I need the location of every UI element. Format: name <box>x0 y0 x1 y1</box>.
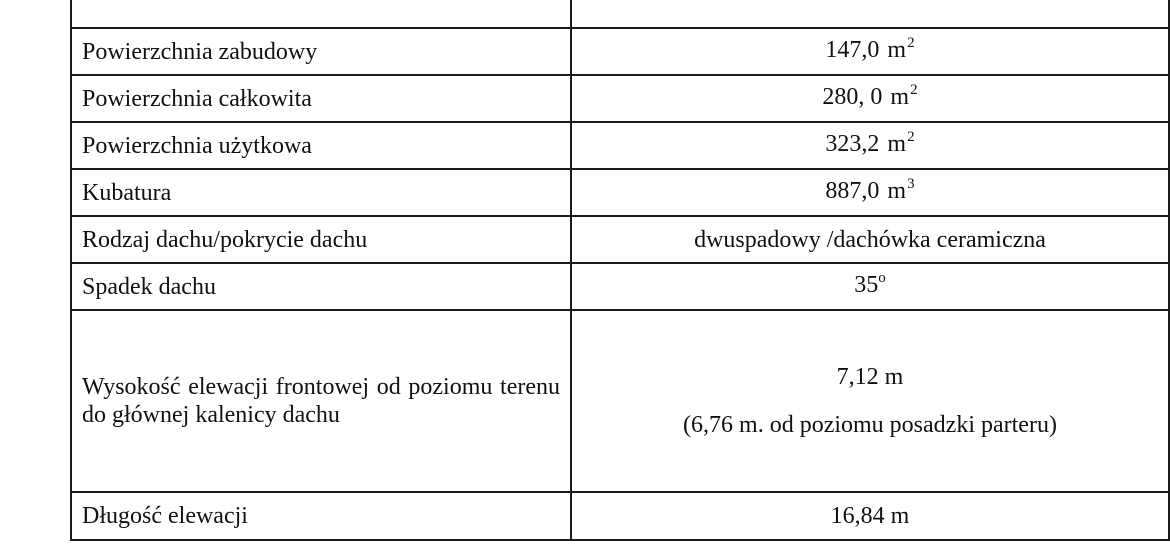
row-label: Kubatura <box>71 169 571 216</box>
row-value <box>571 169 1169 216</box>
table-row <box>71 310 1169 492</box>
table-row <box>71 28 1169 75</box>
table-row <box>71 263 1169 310</box>
table-row <box>71 216 1169 263</box>
row-label: Wysokość elewacji frontowej od poziomu terenu do głównej kalenicy dachu <box>71 310 571 492</box>
row-value <box>571 263 1169 310</box>
row-value <box>571 75 1169 122</box>
table-row <box>71 122 1169 169</box>
unit-exponent: 3 <box>907 176 915 192</box>
value-unit: m <box>887 37 907 63</box>
row-label: Powierzchnia zabudowy <box>71 28 571 75</box>
row-value <box>571 0 1169 28</box>
row-label: Spadek dachu <box>71 263 571 310</box>
table-row <box>71 169 1169 216</box>
value-number: 147,0 <box>825 37 880 63</box>
value-number: 887,0 <box>825 178 880 204</box>
table-row <box>71 492 1169 540</box>
row-value: dwuspadowy /dachówka ceramiczna <box>571 216 1169 263</box>
unit-exponent: 2 <box>910 82 918 98</box>
row-label <box>71 0 571 28</box>
value-main: 7,12 m <box>836 364 904 390</box>
value-unit: m <box>887 178 907 204</box>
value-note: (6,76 m. od poziomu posadzki parteru) <box>683 412 1057 438</box>
row-label: Powierzchnia użytkowa <box>71 122 571 169</box>
value-unit: m <box>890 84 910 110</box>
row-value: 16,84 m <box>571 492 1169 540</box>
row-label: Powierzchnia całkowita <box>71 75 571 122</box>
value-number: 323,2 <box>825 131 880 157</box>
table-row <box>71 75 1169 122</box>
degree-symbol: o <box>878 270 886 286</box>
value-number: 280, 0 <box>822 84 883 110</box>
table-row <box>71 0 1169 28</box>
unit-exponent: 2 <box>907 129 915 145</box>
value-number: 35 <box>854 272 879 298</box>
row-label: Długość elewacji <box>71 492 571 540</box>
value-unit: m <box>887 131 907 157</box>
row-value <box>571 310 1169 492</box>
row-value <box>571 122 1169 169</box>
unit-exponent: 2 <box>907 35 915 51</box>
row-label: Rodzaj dachu/pokrycie dachu <box>71 216 571 263</box>
building-parameters-table <box>70 0 1170 541</box>
row-value <box>571 28 1169 75</box>
